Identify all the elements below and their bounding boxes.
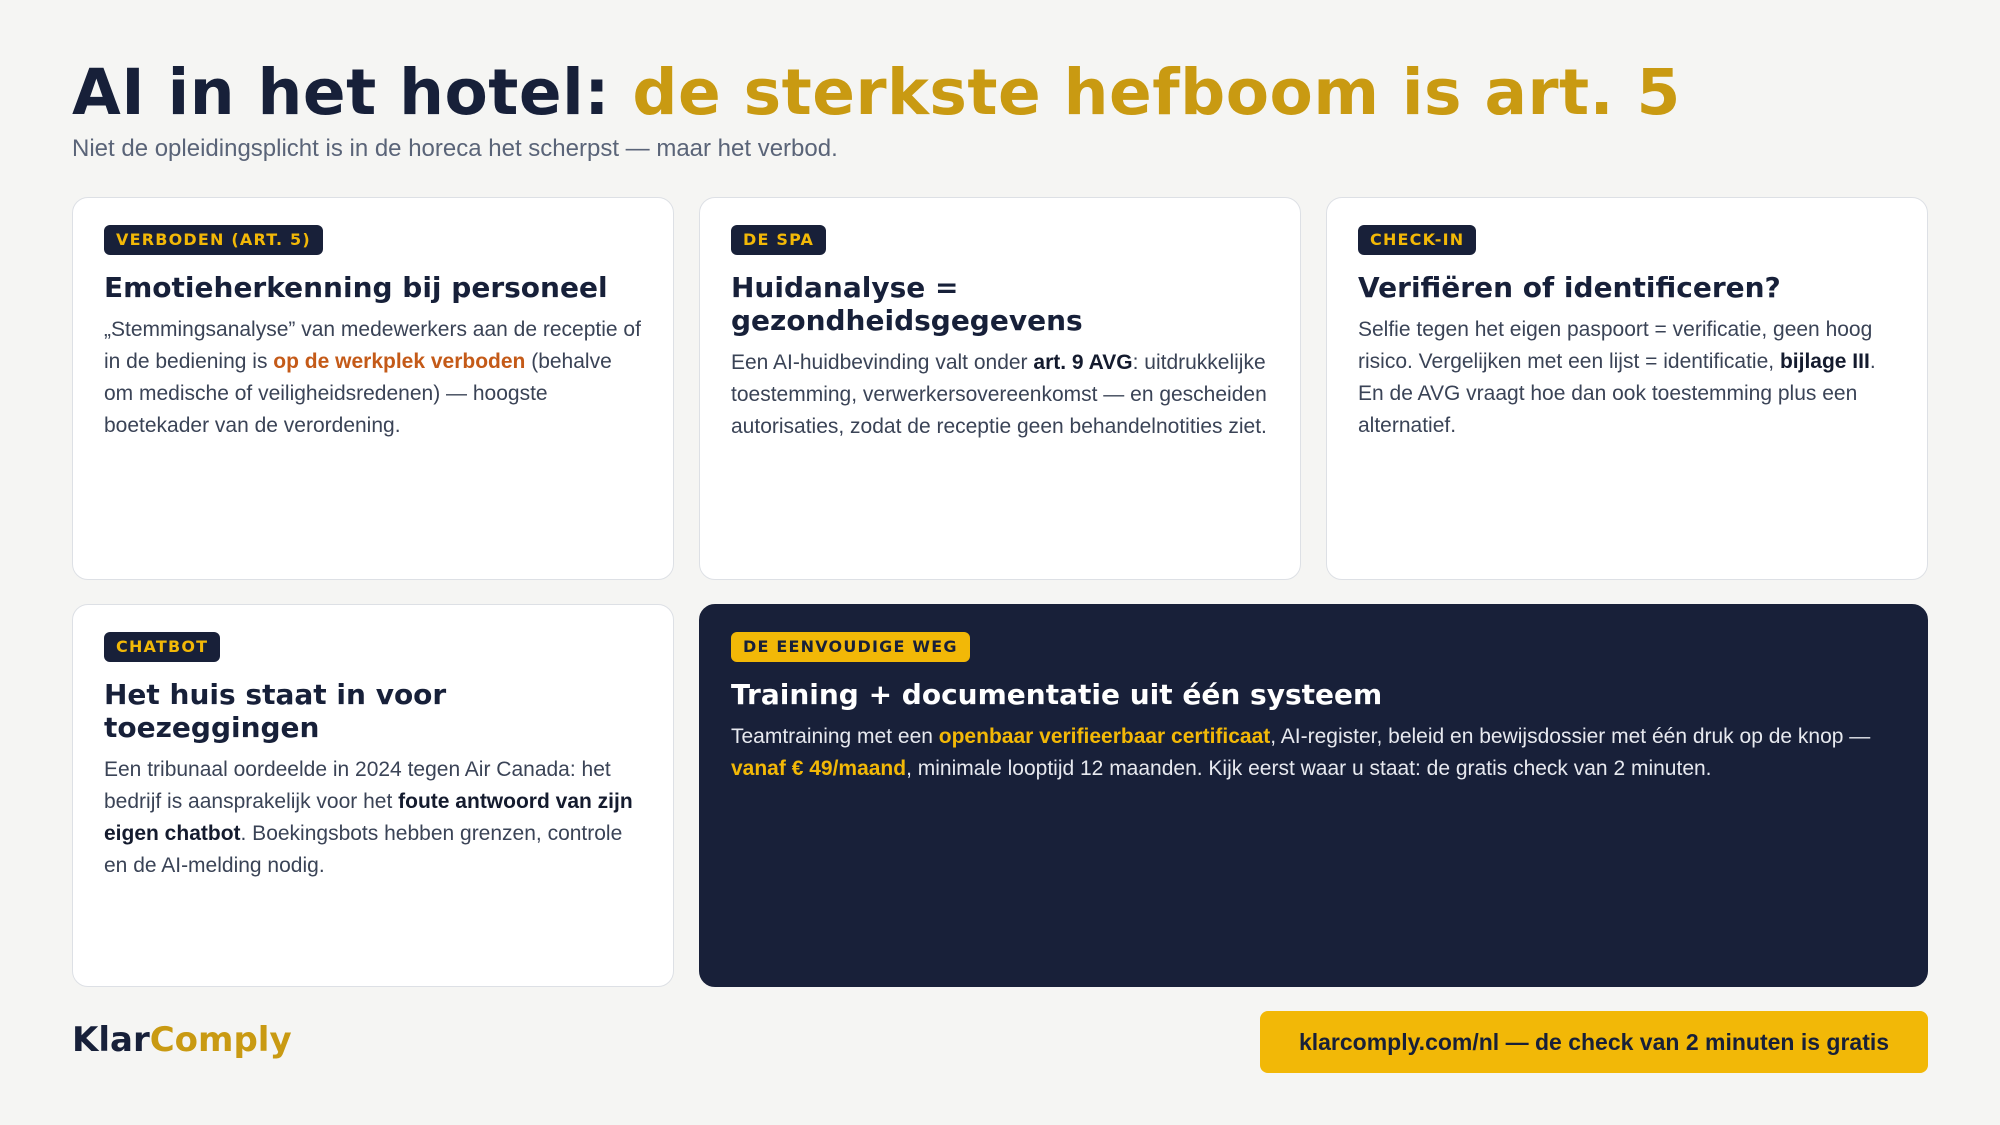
title-accent: de sterkste hefboom is art. 5: [632, 56, 1681, 129]
title-main: AI in het hotel:: [72, 56, 610, 129]
card-checkin: [1326, 197, 1928, 580]
card-title-checkin: Verifiëren of identificeren?: [1358, 271, 1781, 304]
text-segment: Selfie tegen het eigen paspoort = verificatie, geen hoog risico. Vergelijken met een lijst = identificatie,: [1358, 318, 1873, 374]
highlight-text: op de werkplek verboden: [273, 350, 526, 374]
badge-prohibited: VERBODEN (ART. 5): [104, 225, 323, 255]
text-segment: Teamtraining met een: [731, 725, 939, 749]
text-segment: Een tribunaal oordeelde in 2024 tegen Air Canada: het bedrijf is aansprakelijk voor het: [104, 758, 611, 814]
text-segment: . En de AVG vraagt hoe dan ook toestemming plus een alternatief.: [1358, 350, 1876, 438]
card-title-chatbot: Het huis staat in voor toezeggingen: [104, 678, 447, 745]
text-segment: . Boekingsbots hebben grenzen, controle en de AI-melding nodig.: [104, 822, 623, 878]
text-segment: (behalve om medische of veiligheidsredenen) — hoogste boetekader van de verordening.: [104, 350, 612, 438]
badge-chatbot: CHATBOT: [104, 632, 220, 662]
card-spa: [699, 197, 1301, 580]
card-title-easy-way: Training + documentatie uit één systeem: [731, 678, 1383, 711]
logo-part-1: Klar: [72, 1020, 150, 1060]
card-text-easy-way: [731, 721, 1896, 785]
badge-easy-way: DE EENVOUDIGE WEG: [731, 632, 970, 662]
badge-checkin: CHECK-IN: [1358, 225, 1476, 255]
cta-button[interactable]: klarcomply.com/nl — de check van 2 minuten is gratis: [1260, 1011, 1928, 1073]
highlight-text: bijlage III: [1779, 350, 1870, 374]
text-segment: „Stemmingsanalyse” van medewerkers aan de receptie of in de bediening is: [104, 318, 641, 374]
card-chatbot: [72, 604, 674, 987]
card-text-chatbot: [104, 754, 642, 882]
card-title-spa: Huidanalyse = gezondheidsgegevens: [731, 271, 1083, 338]
text-segment: , minimale looptijd 12 maanden. Kijk eerst waar u staat: de gratis check van 2 minuten.: [906, 757, 1712, 781]
highlight-text: foute antwoord van zijn eigen chatbot: [104, 790, 633, 846]
card-text-prohibited: [104, 314, 642, 442]
card-prohibited: [72, 197, 674, 580]
text-segment: Een AI-huidbevinding valt onder: [731, 351, 1034, 375]
brand-logo: [72, 1020, 292, 1060]
card-text-spa: [731, 347, 1269, 443]
highlight-text: art. 9 AVG: [1033, 351, 1133, 375]
logo-part-2: Comply: [149, 1020, 292, 1060]
highlight-text: vanaf € 49/maand: [731, 757, 907, 781]
text-segment: : uitdrukkelijke toestemming, verwerkersovereenkomst — en gescheiden autorisaties, zodat de receptie geen behandelnotities ziet.: [731, 351, 1267, 439]
card-easy-way: [699, 604, 1928, 987]
page-title: [72, 58, 1681, 127]
page-subtitle: Niet de opleidingsplicht is in de horeca het scherpst — maar het verbod.: [72, 135, 838, 162]
card-title-prohibited: Emotieherkenning bij personeel: [104, 271, 608, 304]
highlight-text: openbaar verifieerbaar certificaat: [938, 725, 1271, 749]
card-text-checkin: [1358, 314, 1896, 442]
text-segment: , AI-register, beleid en bewijsdossier met één druk op de knop —: [1270, 725, 1871, 749]
badge-spa: DE SPA: [731, 225, 826, 255]
